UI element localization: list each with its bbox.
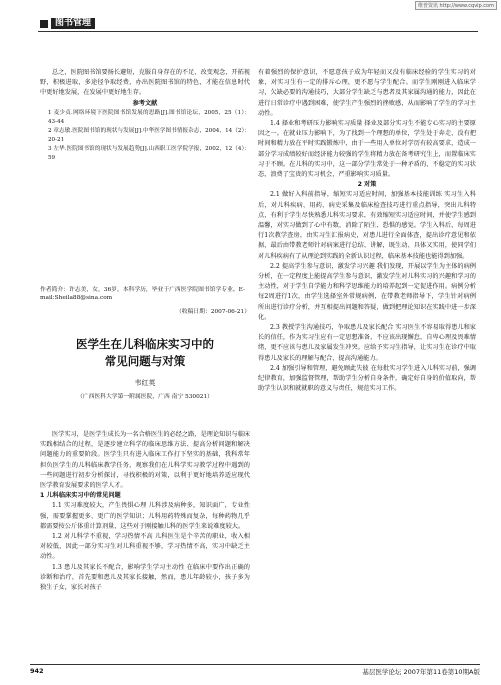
section-header bbox=[40, 18, 95, 29]
paragraph-2-1: 2.1 做好入科前指导，缩短实习适应时间，加强基本技能训练 实习生入科后，对儿科疾病、用药、病史采集及临床检查技巧进行重点指导，突出儿科特点，有利于学生尽快熟悉儿科实习要求，有效缩短实习适应时间，并使学生感到温馨，对实习做到了心中有数，消除了陌生、恐惧的感觉。学生入科后，每周进行1次教学查房，由实习生汇报病史，对患儿进行全面体查，提出诊疗意见和依据，最后由带教老师针对病案进行总结、讲解，既生动、具体又实用，使同学们对儿科疾病有了从理论到实践的全新认识过程，临床基本技能也能得到加强。 bbox=[258, 191, 476, 260]
closing-paragraph: 总之，医院图书馆要扬长避短，克服自身存在的不足，改变观念，开拓视野，积极进取，多途径争取经费，办出医院图书馆的特色，才能在信息时代中更好地发展，在发展中更好地生存。 bbox=[40, 69, 250, 97]
paragraph-2-3: 2.3 教授学生沟通技巧，争取患儿及家长配合 实习医生不容易取得患儿和家长的信任，作为实习生应有一定思想准备，不应该出现懈怠，自卑心理及畏难情绪，更不应该与患儿及家属发生冲突。应给予实习生指导，让实习生在诊疗中取得患儿及家长的理解与配合，提高沟通能力。 bbox=[258, 324, 476, 362]
title-line-1: 医学生在儿科临床实习中的 bbox=[76, 337, 214, 351]
article-author: 韦红英 bbox=[134, 379, 156, 387]
author-affiliation: （广西医科大学第一附属医院，广西 南宁 530021） bbox=[77, 394, 213, 400]
watermark: 维普资讯 http://www.cqvip.com bbox=[415, 1, 497, 10]
received-date: （收稿日期：2007-06-21） bbox=[175, 309, 250, 315]
reference-item: 2 章志敏.医院图书馆的现状与发展[J].中华医学图书情报杂志，2004，14（2）：20-21 bbox=[48, 127, 250, 143]
journal-info: 基层医学论坛 2007年第11卷第10期A版 bbox=[362, 668, 480, 676]
references-heading: 参考文献 bbox=[132, 99, 158, 107]
page-footer bbox=[30, 664, 480, 677]
paragraph-2-4: 2.4 加强引导和管理，避免顾此失彼 在每批实习学生进入儿科实习前，强调纪律教育，加强监督管理，帮助学生分析自身条件，确定好自身的价值取向，帮助学生认识和就就职的意义与责任，规范实习工作。 bbox=[258, 364, 476, 393]
page-number: 942 bbox=[30, 667, 44, 675]
continued-paragraph: 有着强烈的保护意识，不愿意孩子成为年轻而又没有临床经验的学生实习的对象，对实习生有一定的排斥心理，更不愿与学生配合。而学生刚刚进入临床学习，欠缺必要的沟通技巧，大部分学生缺乏与患者及其家属沟通的能力，因此在进行日常诊疗中遇到困难，使学生产生强烈的挫败感，从而影响了学生的学习主动性。 bbox=[258, 69, 476, 117]
article-title bbox=[40, 336, 250, 370]
right-column bbox=[258, 68, 476, 395]
header-rule bbox=[38, 31, 478, 32]
reference-item: 3 左华.医院图书馆的现状与发展趋势[J].山西职工医学院学报，2002，12（4）：59 bbox=[48, 145, 250, 161]
section-heading-2: 2 对策 bbox=[357, 181, 377, 189]
title-line-2: 常见问题与对策 bbox=[104, 354, 186, 368]
section-label: 图书管理 bbox=[51, 18, 95, 29]
section-heading-1: 1 儿科临床实习中的常见问题 bbox=[40, 492, 121, 500]
paragraph-1-2: 1.2 对儿科学不重视，学习热情不高 儿科医生是个辛苦的职业，收入相对较低，因此一部分实习生对儿科重视不够，学习热情不高，实习中缺乏主动性。 bbox=[40, 533, 250, 561]
reference-item: 1 麦少贞.网络环境下医院图书馆发展的思路[J].图书馆论坛，2005，25（1）：43-44 bbox=[48, 109, 250, 125]
paragraph-1-3: 1.3 患儿及其家长不配合，影响学生学习主动性 在临床中要作出正确的诊断和治疗，首先要和患儿及其家长接触，然而，患儿年龄较小，孩子多为独生子女，家长对孩子 bbox=[40, 563, 250, 592]
paragraph-1-1: 1.1 实习难度较大，产生畏惧心理 儿科涉及病种多，知识面广，专业性强，需要掌握更多、更广的医学知识；儿科用药特殊而复杂，每种药物几乎都需要按公斤体重计算剂量，这些对于刚接触儿科的医学生来说难度较大。 bbox=[40, 502, 250, 530]
paragraph-2-2: 2.2 提高学生参与意识，激发学习兴趣 我们发现，开展以学生为主体的病例分析，在一定程度上能提高学生参与意识，激发学生对儿科实习的兴趣和学习的主动性，对于学生自学能力和科学思维能力的培养起到一定促进作用。病例分析每2周进行1次，由学生选择室外常规病例，在带教老师指导下，学生针对病例所出进行诊疗分析，并互相提出问题和答疑，做到把理论知识在实践中进一步深化。 bbox=[258, 262, 476, 321]
left-column-body bbox=[40, 430, 250, 593]
author-note: 作者简介：许志美，女，36岁，本科学历，毕业于广西医学院图书馆学专业。E-mail:Sheila88@sina.com bbox=[40, 287, 245, 301]
top-bar bbox=[0, 0, 501, 9]
intro-paragraph: 医学实习，是医学生成长为一名合格医生的必经之路，是理论知识与临床实践相结合的过程，是逐步建立科学的临床思维方法、提高分析问题和解决问题能力的重要阶段。医学生只有进入临床工作打下坚实的基础，我科常年担负医学生的儿科临床教学任务，观察我们在儿科学实习教学过程中遇到的一些问题进行初步分析探讨，寻找积极的对策，以利于更好地培养适应现代医学教育发展要求的医学人才。 bbox=[40, 431, 250, 490]
section-square-icon bbox=[40, 20, 48, 28]
paragraph-1-4: 1.4 择业和考研压力影响实习质量 择业及部分实习生不能专心实习的主要原因之一。在就业压力影响下，为了找到一个理想的单位，学生处于奔走、没有把时间和精力放在平时实践锻炼中，由于一些用人单位对学历有较高要求，造成一部分学习成绩较好而经济能力较强的学生将精力放在备考研究生上，而置临床实习于不顾。在儿科的实习中，这一部分学生常处于一种矛盾的、不稳定的实习状态，浪费了宝贵的实习机会，严重影响实习质量。 bbox=[258, 120, 476, 179]
left-column-top bbox=[40, 68, 250, 163]
